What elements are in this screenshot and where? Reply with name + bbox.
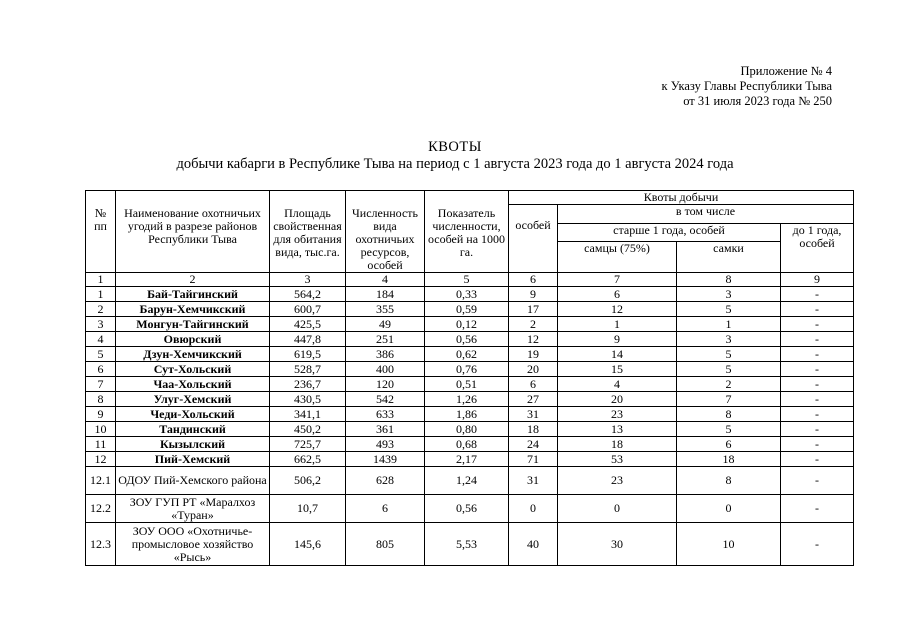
hunting-ground-name: Чеди-Хольский (116, 407, 270, 422)
area-cell: 528,7 (270, 362, 346, 377)
density-cell: 1,26 (425, 392, 509, 407)
table-row (86, 347, 854, 362)
population-cell: 355 (346, 302, 425, 317)
appendix-date: от 31 июля 2023 года № 250 (683, 94, 832, 108)
row-number: 12.1 (86, 467, 116, 495)
young-cell: - (781, 437, 854, 452)
males-cell: 23 (558, 467, 677, 495)
population-cell: 493 (346, 437, 425, 452)
young-cell: - (781, 287, 854, 302)
young-cell: - (781, 362, 854, 377)
quota-total-cell: 31 (509, 467, 558, 495)
appendix-number: Приложение № 4 (740, 64, 832, 78)
area-cell: 236,7 (270, 377, 346, 392)
table-row (86, 287, 854, 302)
quota-total-cell: 27 (509, 392, 558, 407)
quota-total-cell: 31 (509, 407, 558, 422)
table-row (86, 332, 854, 347)
hunting-ground-name: Овюрский (116, 332, 270, 347)
density-cell: 0,12 (425, 317, 509, 332)
quota-total-cell: 18 (509, 422, 558, 437)
males-cell: 6 (558, 287, 677, 302)
area-cell: 725,7 (270, 437, 346, 452)
females-cell: 5 (677, 302, 781, 317)
row-number: 12 (86, 452, 116, 467)
header-quota: Квоты добычи (509, 191, 854, 205)
quota-table (85, 190, 854, 566)
population-cell: 386 (346, 347, 425, 362)
hunting-ground-name: Пий-Хемский (116, 452, 270, 467)
col-number: 4 (346, 273, 425, 287)
row-number: 4 (86, 332, 116, 347)
appendix-decree: к Указу Главы Республики Тыва (661, 79, 832, 93)
table-row (86, 452, 854, 467)
population-cell: 6 (346, 495, 425, 523)
females-cell: 0 (677, 495, 781, 523)
header-num: № пп (86, 191, 116, 273)
header-older: старше 1 года, особей (558, 223, 781, 242)
quota-total-cell: 9 (509, 287, 558, 302)
row-number: 9 (86, 407, 116, 422)
hunting-ground-name: ОДОУ Пий-Хемского района (116, 467, 270, 495)
table-row (86, 392, 854, 407)
document-subtitle: добычи кабарги в Республике Тыва на период с 1 августа 2023 года до 1 августа 2024 года (176, 156, 734, 172)
header-females: самки (677, 242, 781, 273)
area-cell: 425,5 (270, 317, 346, 332)
females-cell: 5 (677, 347, 781, 362)
young-cell: - (781, 452, 854, 467)
population-cell: 49 (346, 317, 425, 332)
females-cell: 6 (677, 437, 781, 452)
young-cell: - (781, 332, 854, 347)
quota-total-cell: 19 (509, 347, 558, 362)
density-cell: 0,76 (425, 362, 509, 377)
row-number: 12.2 (86, 495, 116, 523)
females-cell: 8 (677, 407, 781, 422)
population-cell: 542 (346, 392, 425, 407)
area-cell: 506,2 (270, 467, 346, 495)
table-row (86, 422, 854, 437)
females-cell: 8 (677, 467, 781, 495)
females-cell: 18 (677, 452, 781, 467)
males-cell: 4 (558, 377, 677, 392)
population-cell: 805 (346, 523, 425, 566)
table-row (86, 495, 854, 523)
area-cell: 662,5 (270, 452, 346, 467)
males-cell: 18 (558, 437, 677, 452)
area-cell: 430,5 (270, 392, 346, 407)
males-cell: 1 (558, 317, 677, 332)
row-number: 11 (86, 437, 116, 452)
hunting-ground-name: Кызылский (116, 437, 270, 452)
col-number: 6 (509, 273, 558, 287)
males-cell: 0 (558, 495, 677, 523)
population-cell: 120 (346, 377, 425, 392)
females-cell: 1 (677, 317, 781, 332)
header-name: Наименование охотничьих угодий в разрезе районов Республики Тыва (116, 191, 270, 273)
males-cell: 12 (558, 302, 677, 317)
table-row (86, 302, 854, 317)
young-cell: - (781, 317, 854, 332)
area-cell: 564,2 (270, 287, 346, 302)
area-cell: 450,2 (270, 422, 346, 437)
row-number: 2 (86, 302, 116, 317)
table-row (86, 437, 854, 452)
hunting-ground-name: Тандинский (116, 422, 270, 437)
quota-total-cell: 6 (509, 377, 558, 392)
table-row (86, 407, 854, 422)
header-young: до 1 года, особей (781, 223, 854, 273)
row-number: 1 (86, 287, 116, 302)
header-population: Численность вида охотничьих ресурсов, особей (346, 191, 425, 273)
col-number: 3 (270, 273, 346, 287)
population-cell: 400 (346, 362, 425, 377)
density-cell: 2,17 (425, 452, 509, 467)
hunting-ground-name: ЗОУ ГУП РТ «Маралхоз «Туран» (116, 495, 270, 523)
young-cell: - (781, 422, 854, 437)
area-cell: 341,1 (270, 407, 346, 422)
young-cell: - (781, 392, 854, 407)
density-cell: 5,53 (425, 523, 509, 566)
quota-total-cell: 40 (509, 523, 558, 566)
quota-total-cell: 12 (509, 332, 558, 347)
density-cell: 0,80 (425, 422, 509, 437)
area-cell: 145,6 (270, 523, 346, 566)
table-body (86, 287, 854, 566)
table-row (86, 362, 854, 377)
population-cell: 628 (346, 467, 425, 495)
females-cell: 5 (677, 362, 781, 377)
hunting-ground-name: ЗОУ ООО «Охотничье-промысловое хозяйство «Рысь» (116, 523, 270, 566)
column-numbers-row (86, 273, 854, 287)
population-cell: 361 (346, 422, 425, 437)
males-cell: 23 (558, 407, 677, 422)
row-number: 3 (86, 317, 116, 332)
quota-total-cell: 71 (509, 452, 558, 467)
density-cell: 1,24 (425, 467, 509, 495)
density-cell: 0,51 (425, 377, 509, 392)
hunting-ground-name: Дзун-Хемчикский (116, 347, 270, 362)
quota-total-cell: 17 (509, 302, 558, 317)
density-cell: 0,68 (425, 437, 509, 452)
quota-total-cell: 2 (509, 317, 558, 332)
document-title: КВОТЫ (428, 139, 482, 155)
header-total: особей (509, 205, 558, 273)
row-number: 8 (86, 392, 116, 407)
col-number: 2 (116, 273, 270, 287)
population-cell: 633 (346, 407, 425, 422)
density-cell: 0,62 (425, 347, 509, 362)
col-number: 5 (425, 273, 509, 287)
young-cell: - (781, 407, 854, 422)
area-cell: 619,5 (270, 347, 346, 362)
row-number: 7 (86, 377, 116, 392)
density-cell: 0,59 (425, 302, 509, 317)
row-number: 6 (86, 362, 116, 377)
header-density: Показатель численности, особей на 1000 га. (425, 191, 509, 273)
quota-total-cell: 0 (509, 495, 558, 523)
males-cell: 14 (558, 347, 677, 362)
hunting-ground-name: Улуг-Хемский (116, 392, 270, 407)
table-row (86, 377, 854, 392)
females-cell: 5 (677, 422, 781, 437)
males-cell: 53 (558, 452, 677, 467)
hunting-ground-name: Барун-Хемчикский (116, 302, 270, 317)
density-cell: 0,56 (425, 495, 509, 523)
males-cell: 20 (558, 392, 677, 407)
area-cell: 600,7 (270, 302, 346, 317)
col-number: 7 (558, 273, 677, 287)
table-row (86, 467, 854, 495)
hunting-ground-name: Сут-Хольский (116, 362, 270, 377)
density-cell: 1,86 (425, 407, 509, 422)
males-cell: 30 (558, 523, 677, 566)
females-cell: 7 (677, 392, 781, 407)
table-row (86, 317, 854, 332)
females-cell: 3 (677, 287, 781, 302)
young-cell: - (781, 495, 854, 523)
males-cell: 13 (558, 422, 677, 437)
population-cell: 251 (346, 332, 425, 347)
quota-total-cell: 24 (509, 437, 558, 452)
appendix-header (662, 64, 832, 109)
col-number: 9 (781, 273, 854, 287)
row-number: 10 (86, 422, 116, 437)
hunting-ground-name: Чаа-Хольский (116, 377, 270, 392)
col-number: 8 (677, 273, 781, 287)
hunting-ground-name: Бай-Тайгинский (116, 287, 270, 302)
young-cell: - (781, 467, 854, 495)
header-including: в том числе (558, 205, 854, 224)
population-cell: 1439 (346, 452, 425, 467)
young-cell: - (781, 347, 854, 362)
males-cell: 15 (558, 362, 677, 377)
females-cell: 10 (677, 523, 781, 566)
males-cell: 9 (558, 332, 677, 347)
area-cell: 447,8 (270, 332, 346, 347)
header-area: Площадь свойственная для обитания вида, тыс.га. (270, 191, 346, 273)
row-number: 12.3 (86, 523, 116, 566)
quota-total-cell: 20 (509, 362, 558, 377)
population-cell: 184 (346, 287, 425, 302)
density-cell: 0,33 (425, 287, 509, 302)
density-cell: 0,56 (425, 332, 509, 347)
area-cell: 10,7 (270, 495, 346, 523)
row-number: 5 (86, 347, 116, 362)
females-cell: 2 (677, 377, 781, 392)
young-cell: - (781, 302, 854, 317)
table-row (86, 523, 854, 566)
young-cell: - (781, 523, 854, 566)
hunting-ground-name: Монгун-Тайгинский (116, 317, 270, 332)
col-number: 1 (86, 273, 116, 287)
header-males: самцы (75%) (558, 242, 677, 273)
females-cell: 3 (677, 332, 781, 347)
young-cell: - (781, 377, 854, 392)
